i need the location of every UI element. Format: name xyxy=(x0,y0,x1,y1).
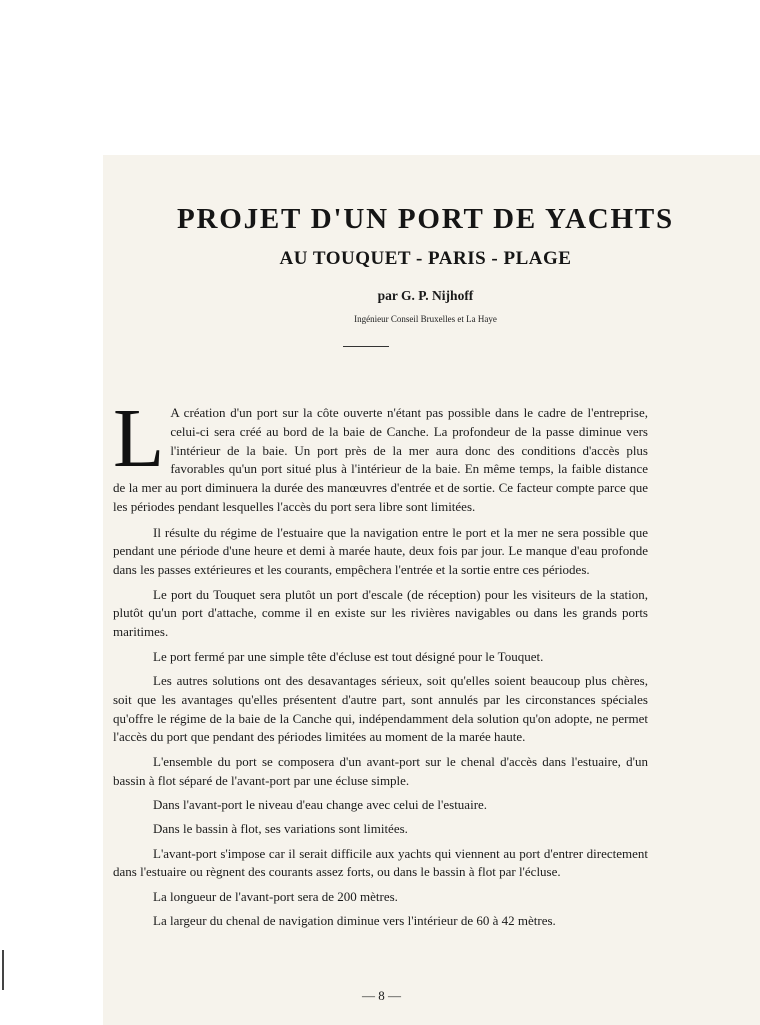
paragraph: Dans le bassin à flot, ses variations sont limitées. xyxy=(153,821,408,837)
article-body xyxy=(113,392,648,937)
lead-paragraph xyxy=(113,392,648,517)
lead-text: A création d'un port sur la côte ouverte n'étant pas possible dans le cadre de l'entreprise, celui-ci sera créé au bord de la baie de Canche. La profondeur de la passe diminue vers l'intérieur de la baie. Un port près de la mer aura donc des conditions d'accès plus favorables qu'un port situé plus à l'intérieur de la baie. En même temps, la faible distance de la mer au port diminuera la durée des manœuvres d'entrée et de sortie. Ce facteur compte parce que les périodes pendant lesquelles l'accès du port sera libre sont limitées. xyxy=(113,405,648,514)
paragraph: L'avant-port s'impose car il serait difficile aux yachts qui viennent au port d'entrer directement dans l'estuaire ou règnent des courants assez forts, ou dans le bassin à flot par l'écluse. xyxy=(113,845,648,880)
page-number: — 8 — xyxy=(362,988,401,1003)
paragraph: Le port fermé par une simple tête d'écluse est tout désigné pour le Touquet. xyxy=(153,648,544,664)
article-subtitle: AU TOUQUET - PARIS - PLAGE xyxy=(279,248,572,269)
scan-edge-mark xyxy=(2,950,4,990)
title-divider xyxy=(343,346,389,347)
paragraph: L'ensemble du port se composera d'un avant-port sur le chenal d'accès dans l'estuaire, d'un bassin à flot séparé de l'avant-port par une écluse simple. xyxy=(113,753,648,788)
paragraph: La longueur de l'avant-port sera de 200 mètres. xyxy=(153,888,398,904)
drop-cap: L xyxy=(113,392,165,485)
paragraph: Dans l'avant-port le niveau d'eau change avec celui de l'estuaire. xyxy=(153,796,488,812)
author-affiliation: Ingénieur Conseil Bruxelles et La Haye xyxy=(354,314,497,324)
author-byline: par G. P. Nijhoff xyxy=(377,288,474,303)
paragraph: Il résulte du régime de l'estuaire que la navigation entre le port et la mer ne sera possible que pendant une période d'une heure et demi à marée haute, deux fois par jour. Le manque d'eau profonde dans les passes extérieures et les courants, empêchera l'entrée et la sortie entre ces périodes. xyxy=(113,524,648,578)
paragraph: Les autres solutions ont des desavantages sérieux, soit qu'elles soient beaucoup plus chères, soit que les avantages qu'elles présentent d'autre part, sont annulés par les circonstances spéciales qu'offre le régime de la baie de la Canche qui, indépendamment dela solution qu'on adopte, ne permet l'accès du port que pendant des périodes limitées au moment de la marée haute. xyxy=(113,672,648,745)
article-title: PROJET D'UN PORT DE YACHTS xyxy=(177,203,674,235)
paragraph: Le port du Touquet sera plutôt un port d'escale (de réception) pour les visiteurs de la station, plutôt qu'un port d'attache, comme il en existe sur les rivières navigables ou dans les grands ports maritimes. xyxy=(113,586,648,640)
paragraph: La largeur du chenal de navigation diminue vers l'intérieur de 60 à 42 mètres. xyxy=(153,913,556,929)
